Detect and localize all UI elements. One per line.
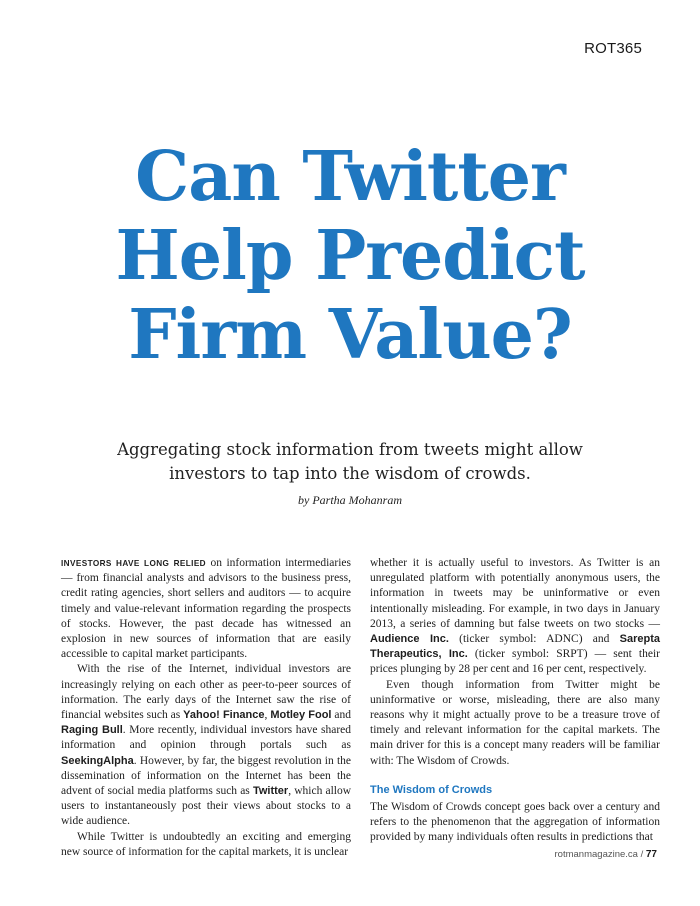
- title-line-2: Help Predict: [115, 216, 585, 296]
- text-run: . More recently, individual investors have shared information and opinion through portals such as: [61, 724, 351, 752]
- text-run: whether it is actually useful to investors. As Twitter is an unregulated platform with potentially anonymous users, the information in tweets may be uninformative or even intentionally misleading. For example, in two days in January 2013, a series of damning but false tweets on two stocks —: [370, 557, 660, 630]
- text-run: (ticker symbol: SRPT) — sent their prices plunging by 28 per cent and 16 per cent, respectively.: [370, 648, 661, 676]
- section-subhead: The Wisdom of Crowds: [370, 783, 493, 796]
- text-run: . However, by far, the biggest revolution in the dissemination of information on the Internet has been the advent of social media platforms such as: [61, 754, 351, 798]
- right-paragraph-3: The Wisdom of Crowds concept goes back over a century and refers to the phenomenon that the aggregation of information provided by many individuals often results in predictions that: [370, 801, 660, 844]
- brand-yahoo-finance: Yahoo! Finance: [183, 709, 265, 722]
- brand-raging-bull: Raging Bull: [61, 724, 123, 737]
- article-subtitle: Aggregating stock information from tweets might allow investors to tap into the wisdom of crowds.: [117, 440, 583, 483]
- page-footer: [555, 849, 657, 860]
- text-run: , which allow users to instantaneously post their views about stocks to a wide audience.: [61, 785, 352, 828]
- text-run: ,: [264, 709, 271, 722]
- article-title: [0, 138, 700, 375]
- company-audience: Audience Inc.: [370, 633, 449, 646]
- right-paragraph-1: [370, 556, 660, 678]
- brand-twitter: Twitter: [252, 785, 289, 798]
- title-line-1: Can Twitter: [135, 137, 565, 217]
- left-p1-text: on information intermediaries — from financial analysts and advisors to the business press, credit rating agencies, short sellers and auditors — to acquire timely and value-relevant information regarding the prospects of stocks. However, the past decade has witnessed an explosion in new sources of information that are easily accessible to capital market participants.: [61, 557, 351, 661]
- right-column: [370, 556, 660, 846]
- brand-seekingalpha: SeekingAlpha: [61, 754, 134, 767]
- title-line-3: Firm Value?: [128, 295, 572, 375]
- text-run: With the rise of the Internet, individual investors are increasingly relying on each other as peer-to-peer sources of information. The early days of the Internet saw the rise of financial websites such as: [61, 663, 351, 722]
- left-paragraph-1: [61, 556, 351, 662]
- left-column: [61, 556, 351, 860]
- page-number: 77: [645, 849, 657, 860]
- section-tag: ROT365: [584, 40, 642, 57]
- byline: by Partha Mohanram: [298, 493, 402, 507]
- brand-motley-fool: Motley Fool: [270, 709, 332, 722]
- left-paragraph-2: [61, 662, 351, 829]
- lead-in: INVESTORS HAVE LONG RELIED: [61, 559, 206, 568]
- company-sarepta: Sarepta Therapeutics, Inc.: [370, 633, 660, 661]
- right-paragraph-2: Even though information from Twitter might be uninformative or worse, misleading, there are also many reasons why it might actually prove to be a treasure trove of timely and relevant information for the capital markets. The main driver for this is a concept many readers will be familiar with: The Wisdom of Crowds.: [370, 678, 660, 767]
- left-paragraph-3: While Twitter is undoubtedly an exciting and emerging new source of information for the capital markets, it is unclear: [61, 830, 351, 858]
- text-run: and: [331, 709, 351, 722]
- footer-site: rotmanmagazine.ca /: [554, 849, 646, 860]
- text-run: (ticker symbol: ADNC) and: [448, 633, 620, 646]
